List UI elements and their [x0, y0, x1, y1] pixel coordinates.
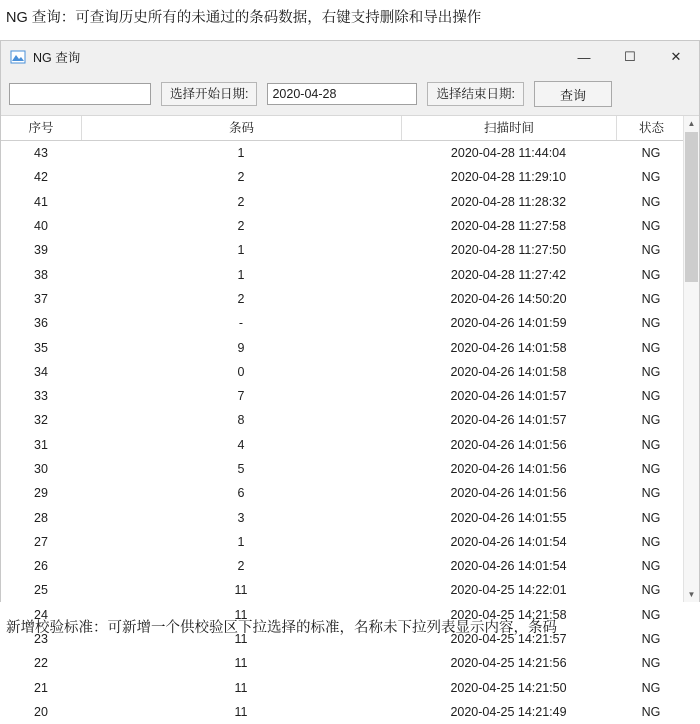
table-row[interactable] [1, 433, 699, 457]
cell-time: 2020-04-25 14:22:01 [450, 583, 567, 598]
cell-time: 2020-04-25 14:21:58 [450, 607, 567, 622]
cell-seq: 22 [34, 656, 48, 671]
cell-code: 2 [237, 559, 245, 574]
column-header-code[interactable]: 条码 [81, 116, 401, 140]
cell-seq: 29 [34, 486, 48, 501]
cell-state: NG [641, 583, 661, 598]
bottom-annotation-text: 新增校验标准：可新增一个供校验区下拉选择的标准，名称未下拉列表显示内容，条码 [6, 620, 557, 636]
cell-code: 2 [237, 170, 245, 185]
cell-code: 1 [237, 534, 245, 549]
cell-code: 5 [237, 462, 245, 476]
cell-time: 2020-04-28 11:27:42 [450, 267, 567, 282]
cell-state: NG [641, 462, 661, 476]
cell-seq: 27 [34, 534, 48, 549]
maximize-button[interactable]: ☐ [624, 49, 636, 64]
table-row[interactable] [1, 554, 699, 578]
cell-seq: 37 [34, 291, 48, 306]
table-row[interactable] [1, 165, 699, 189]
scroll-down-arrow[interactable]: ▼ [684, 587, 699, 602]
query-button[interactable]: 查询 [534, 81, 612, 107]
cell-seq: 23 [34, 632, 48, 647]
cell-seq: 26 [34, 559, 48, 574]
cell-seq: 39 [34, 243, 48, 258]
top-annotation-text: NG 查询：可查询历史所有的未通过的条码数据，右键支持删除和导出操作 [6, 10, 482, 26]
app-icon [9, 48, 27, 66]
table-row[interactable] [1, 238, 699, 262]
cell-seq: 28 [34, 510, 48, 525]
cell-time: 2020-04-25 14:21:57 [450, 632, 567, 647]
cell-code: 1 [237, 267, 245, 282]
cell-time: 2020-04-26 14:01:54 [450, 559, 567, 574]
cell-seq: 40 [34, 219, 48, 234]
cell-seq: 24 [34, 607, 48, 622]
cell-time: 2020-04-25 14:21:50 [450, 680, 567, 695]
column-header-state[interactable]: 状态 [616, 116, 686, 140]
cell-code: 2 [237, 291, 245, 306]
cell-time: 2020-04-28 11:29:10 [450, 170, 567, 185]
cell-seq: 35 [34, 340, 48, 355]
cell-state: NG [641, 437, 661, 452]
query-toolbar [1, 73, 699, 115]
start-date-label: 选择开始日期: [161, 82, 257, 106]
cell-seq: 32 [34, 413, 48, 428]
cell-time: 2020-04-25 14:21:56 [450, 656, 567, 671]
table-row[interactable] [1, 505, 699, 529]
cell-code: 2 [237, 219, 245, 234]
cell-code: 11 [234, 656, 248, 671]
column-header-time[interactable]: 扫描时间 [401, 116, 616, 140]
cell-time: 2020-04-28 11:27:58 [450, 219, 567, 234]
end-date-label: 选择结束日期: [427, 82, 523, 106]
cell-seq: 43 [34, 146, 48, 161]
minimize-button[interactable]: — [577, 49, 591, 65]
cell-seq: 38 [34, 267, 48, 282]
cell-time: 2020-04-25 14:21:49 [450, 704, 567, 719]
cell-code: 3 [237, 510, 245, 525]
cell-time: 2020-04-26 14:01:58 [450, 364, 567, 379]
cell-code: 7 [237, 389, 245, 404]
cell-time: 2020-04-26 14:01:54 [450, 534, 567, 549]
cell-code: 4 [237, 437, 245, 452]
cell-state: NG [641, 632, 661, 647]
vertical-scrollbar[interactable] [683, 116, 699, 602]
cell-state: NG [641, 510, 661, 525]
scroll-up-arrow[interactable]: ▲ [684, 116, 699, 131]
cell-state: NG [641, 656, 661, 671]
cell-time: 2020-04-28 11:27:50 [450, 243, 567, 258]
table-row[interactable] [1, 360, 699, 384]
cell-state: NG [641, 364, 661, 379]
cell-code: 11 [234, 632, 248, 647]
cell-state: NG [641, 243, 661, 258]
cell-code: 0 [237, 364, 245, 379]
table-row[interactable] [1, 384, 699, 408]
cell-code: 8 [237, 413, 245, 428]
cell-state: NG [641, 219, 661, 234]
column-header-seq[interactable]: 序号 [28, 121, 54, 135]
cell-time: 2020-04-26 14:01:56 [450, 486, 567, 501]
cell-time: 2020-04-26 14:50:20 [450, 291, 567, 306]
cell-time: 2020-04-28 11:28:32 [450, 194, 567, 209]
cell-state: NG [641, 413, 661, 428]
window-title: NG 查询 [33, 51, 81, 65]
table-row[interactable] [1, 676, 699, 700]
cell-seq: 42 [34, 170, 48, 185]
cell-seq: 36 [34, 316, 48, 331]
cell-code: 9 [237, 340, 245, 355]
cell-state: NG [641, 534, 661, 549]
cell-state: NG [641, 559, 661, 574]
cell-time: 2020-04-26 14:01:58 [450, 340, 567, 355]
keyword-input[interactable] [9, 83, 151, 105]
scrollbar-thumb[interactable] [685, 132, 698, 282]
cell-seq: 33 [34, 389, 48, 404]
table-row[interactable] [1, 700, 699, 724]
cell-state: NG [641, 607, 661, 622]
cell-state: NG [641, 146, 661, 161]
cell-seq: 31 [34, 437, 48, 452]
cell-time: 2020-04-26 14:01:57 [450, 389, 567, 404]
start-date-input[interactable] [267, 83, 417, 105]
cell-state: NG [641, 170, 661, 185]
cell-state: NG [641, 389, 661, 404]
cell-state: NG [641, 680, 661, 695]
cell-time: 2020-04-26 14:01:59 [450, 316, 567, 331]
cell-code: 6 [237, 486, 245, 501]
table-row[interactable] [1, 311, 699, 335]
table-row[interactable] [1, 408, 699, 432]
table-row[interactable] [1, 190, 699, 214]
cell-code: 11 [234, 680, 248, 695]
table-row[interactable] [1, 578, 699, 602]
cell-code: 2 [237, 194, 245, 209]
table-row[interactable] [1, 262, 699, 286]
table-row[interactable] [1, 457, 699, 481]
cell-time: 2020-04-26 14:01:56 [450, 462, 567, 476]
cell-seq: 41 [34, 194, 48, 209]
grid-header [1, 116, 699, 141]
table-row[interactable] [1, 335, 699, 359]
table-row[interactable] [1, 651, 699, 675]
cell-seq: 30 [34, 462, 48, 476]
close-button[interactable]: ✕ [670, 49, 682, 64]
cell-seq: 34 [34, 364, 48, 379]
cell-code: 11 [234, 583, 248, 598]
cell-state: NG [641, 194, 661, 209]
cell-state: NG [641, 267, 661, 282]
cell-code: 11 [234, 607, 248, 622]
cell-code: 11 [234, 704, 248, 719]
table-row[interactable] [1, 141, 699, 165]
table-row[interactable] [1, 214, 699, 238]
cell-code: 1 [237, 243, 245, 258]
cell-state: NG [641, 291, 661, 306]
cell-time: 2020-04-26 14:01:57 [450, 413, 567, 428]
cell-time: 2020-04-28 11:44:04 [450, 146, 567, 161]
title-bar [1, 41, 699, 73]
cell-time: 2020-04-26 14:01:56 [450, 437, 567, 452]
cell-seq: 20 [34, 704, 48, 719]
cell-time: 2020-04-26 14:01:55 [450, 510, 567, 525]
cell-state: NG [641, 704, 661, 719]
cell-state: NG [641, 340, 661, 355]
cell-state: NG [641, 316, 661, 331]
table-row[interactable] [1, 530, 699, 554]
window-controls [561, 41, 699, 73]
cell-seq: 25 [34, 583, 48, 598]
table-row[interactable] [1, 287, 699, 311]
cell-code: 1 [237, 146, 245, 161]
table-row[interactable] [1, 481, 699, 505]
cell-code: - [238, 316, 244, 331]
cell-state: NG [641, 486, 661, 501]
cell-seq: 21 [34, 680, 48, 695]
